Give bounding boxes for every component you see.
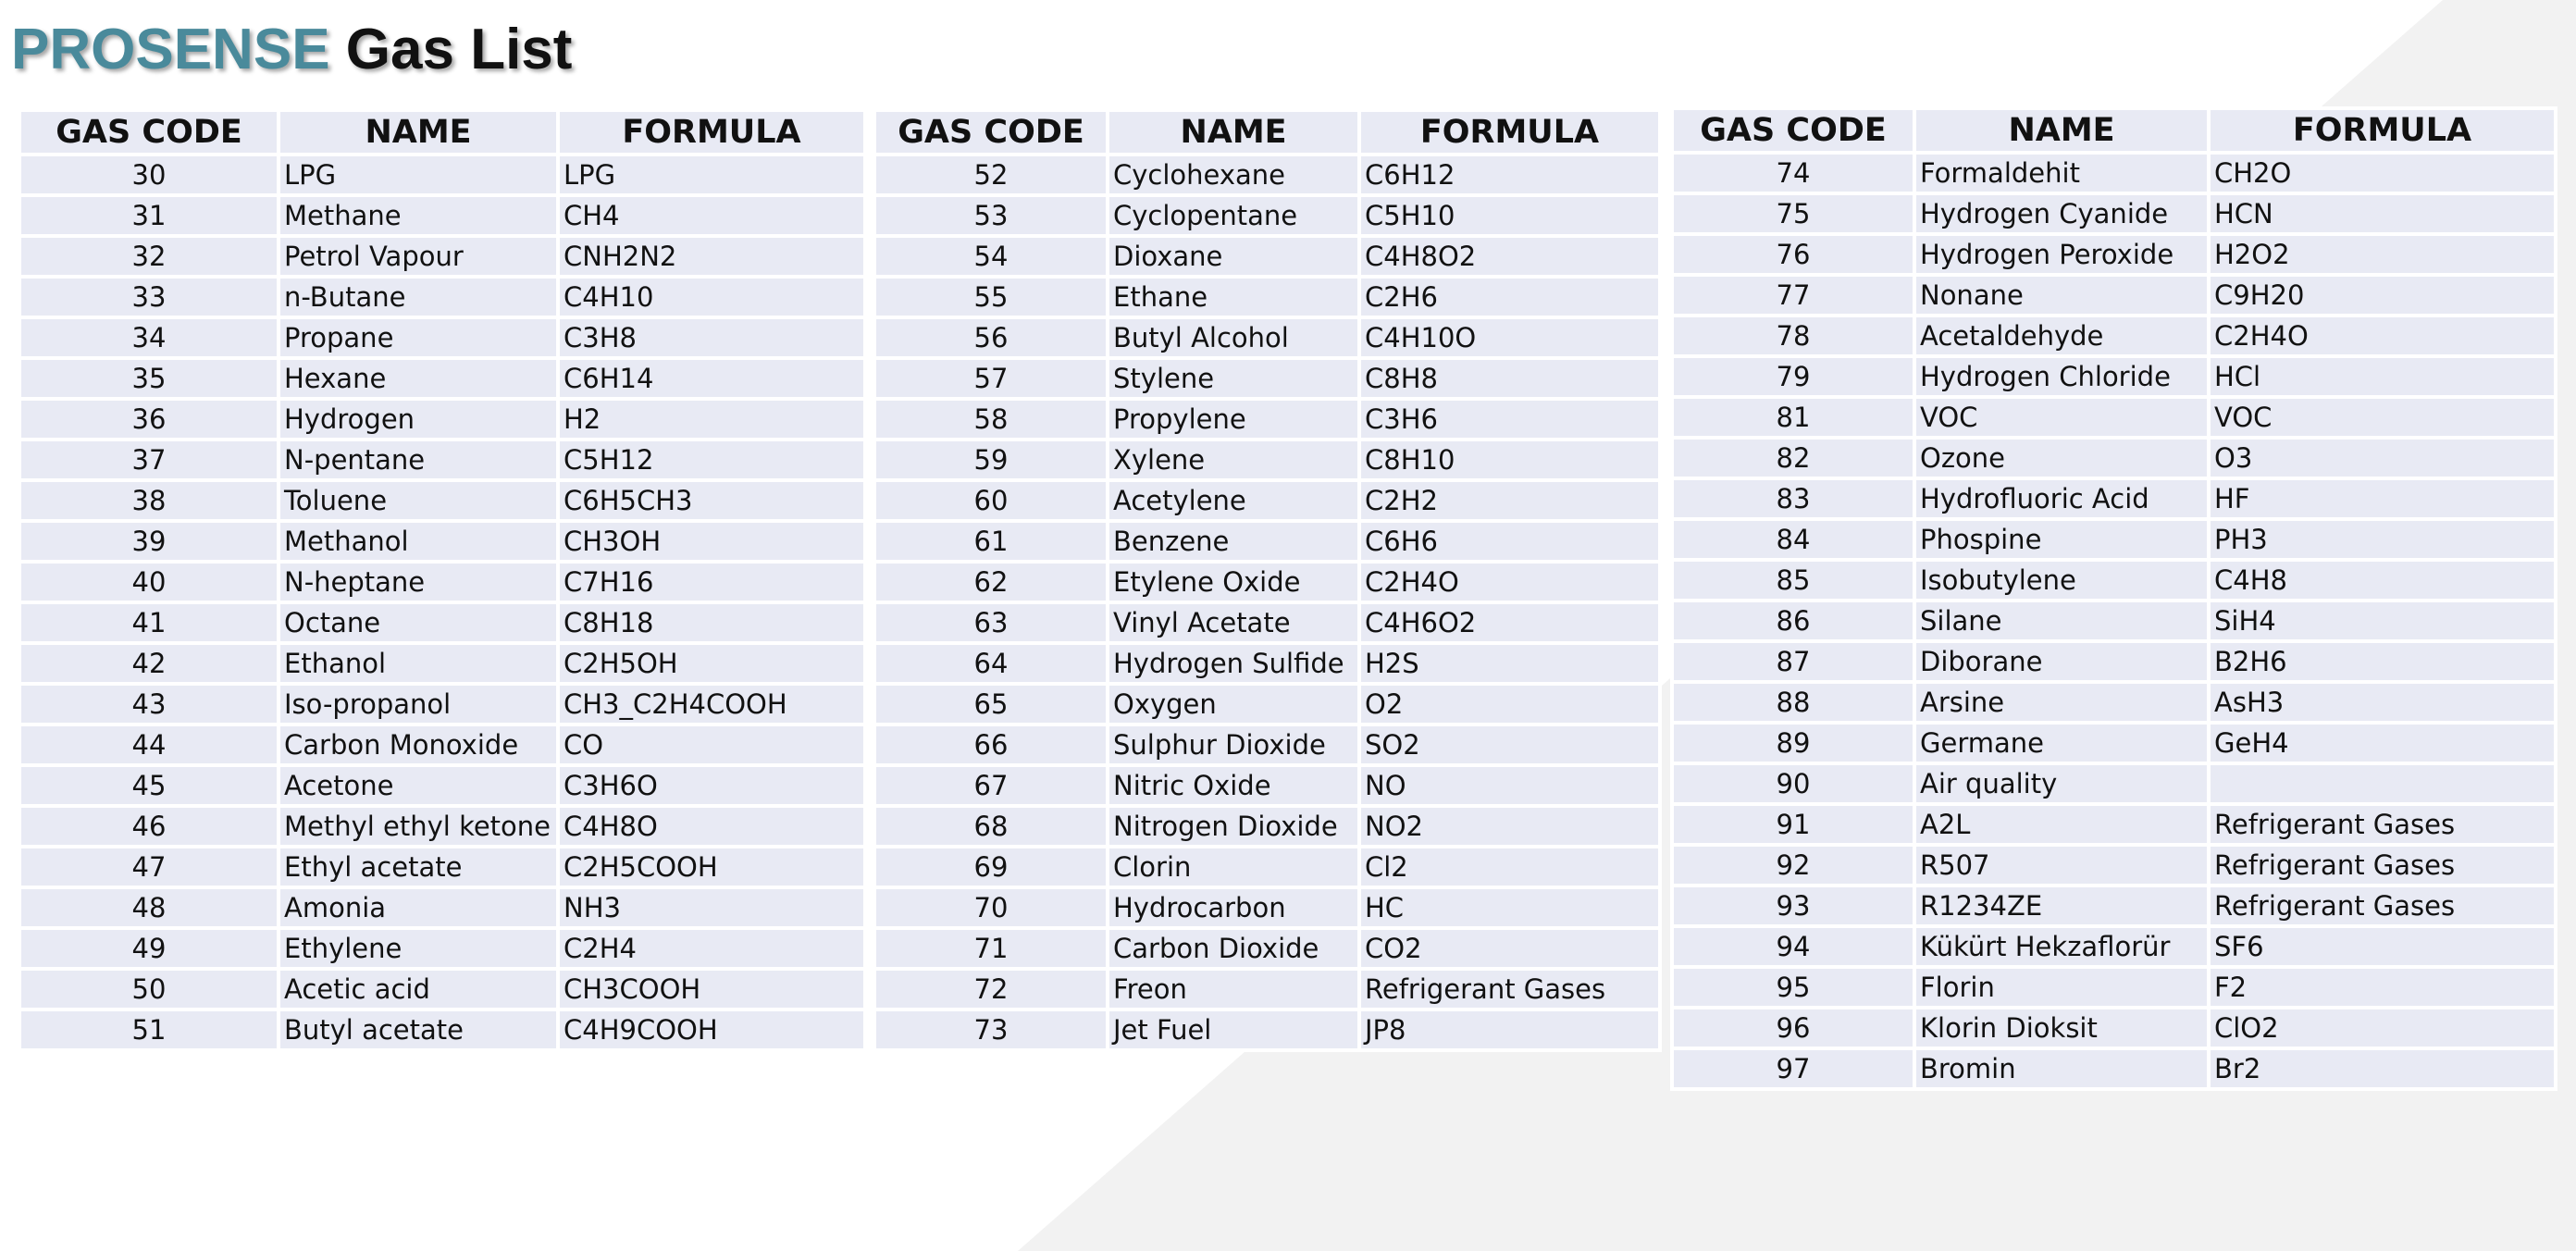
gas-code-cell: 43 bbox=[19, 684, 279, 725]
gas-formula-cell: C6H5CH3 bbox=[558, 480, 865, 521]
gas-code-cell: 68 bbox=[874, 806, 1108, 847]
gas-name-cell: VOC bbox=[1914, 397, 2209, 438]
header-formula: FORMULA bbox=[1359, 110, 1660, 155]
table-row bbox=[1672, 356, 2556, 397]
gas-code-cell: 79 bbox=[1672, 356, 1914, 397]
gas-name-cell: Formaldehit bbox=[1914, 153, 2209, 193]
gas-name-cell: Cyclopentane bbox=[1108, 195, 1359, 236]
gas-name-cell: Benzene bbox=[1108, 521, 1359, 562]
gas-code-cell: 36 bbox=[19, 399, 279, 440]
gas-code-cell: 65 bbox=[874, 684, 1108, 725]
table-row bbox=[19, 684, 865, 725]
gas-name-cell: Air quality bbox=[1914, 763, 2209, 804]
gas-formula-cell: C4H8O bbox=[558, 806, 865, 847]
gas-formula-cell: C2H4O bbox=[1359, 562, 1660, 602]
gas-name-cell: Arsine bbox=[1914, 682, 2209, 723]
table-row bbox=[19, 317, 865, 358]
header-gas-code: GAS CODE bbox=[874, 110, 1108, 155]
gas-name-cell: Carbon Dioxide bbox=[1108, 928, 1359, 969]
table-row bbox=[1672, 763, 2556, 804]
gas-formula-cell: C6H12 bbox=[1359, 155, 1660, 195]
gas-code-cell: 30 bbox=[19, 155, 279, 195]
table-row bbox=[1672, 641, 2556, 682]
gas-formula-cell: ClO2 bbox=[2209, 1008, 2556, 1048]
gas-name-cell: Ethylene bbox=[279, 928, 558, 969]
table-row bbox=[19, 277, 865, 317]
table-row bbox=[19, 806, 865, 847]
gas-name-cell: Propane bbox=[279, 317, 558, 358]
gas-formula-cell: C2H4O bbox=[2209, 316, 2556, 356]
gas-formula-cell: GeH4 bbox=[2209, 723, 2556, 763]
gas-formula-cell: NO2 bbox=[1359, 806, 1660, 847]
gas-name-cell: N-heptane bbox=[279, 562, 558, 602]
header-gas-code: GAS CODE bbox=[19, 110, 279, 155]
table-row bbox=[874, 195, 1660, 236]
table-row bbox=[1672, 804, 2556, 845]
table-row bbox=[874, 887, 1660, 928]
table-row bbox=[19, 440, 865, 480]
gas-code-cell: 40 bbox=[19, 562, 279, 602]
gas-formula-cell: CH2O bbox=[2209, 153, 2556, 193]
gas-code-cell: 50 bbox=[19, 969, 279, 1009]
gas-code-cell: 52 bbox=[874, 155, 1108, 195]
table-row bbox=[19, 399, 865, 440]
table-row bbox=[1672, 397, 2556, 438]
gas-formula-cell: CO2 bbox=[1359, 928, 1660, 969]
gas-name-cell: Iso-propanol bbox=[279, 684, 558, 725]
gas-code-cell: 44 bbox=[19, 725, 279, 765]
gas-code-cell: 57 bbox=[874, 358, 1108, 399]
table-row bbox=[1672, 845, 2556, 886]
gas-name-cell: Ethanol bbox=[279, 643, 558, 684]
table-row bbox=[19, 1009, 865, 1050]
gas-name-cell: Nitrogen Dioxide bbox=[1108, 806, 1359, 847]
gas-name-cell: Petrol Vapour bbox=[279, 236, 558, 277]
gas-code-cell: 90 bbox=[1672, 763, 1914, 804]
table-row bbox=[19, 236, 865, 277]
gas-name-cell: Ethane bbox=[1108, 277, 1359, 317]
gas-formula-cell: C4H6O2 bbox=[1359, 602, 1660, 643]
gas-formula-cell: C5H10 bbox=[1359, 195, 1660, 236]
gas-code-cell: 55 bbox=[874, 277, 1108, 317]
gas-name-cell: Jet Fuel bbox=[1108, 1009, 1359, 1050]
gas-formula-cell: CH3_C2H4COOH bbox=[558, 684, 865, 725]
gas-code-cell: 69 bbox=[874, 847, 1108, 887]
page-title bbox=[11, 13, 572, 87]
gas-name-cell: Xylene bbox=[1108, 440, 1359, 480]
table-row bbox=[874, 643, 1660, 684]
gas-formula-cell: Cl2 bbox=[1359, 847, 1660, 887]
gas-formula-cell: F2 bbox=[2209, 967, 2556, 1008]
table-row bbox=[1672, 438, 2556, 478]
gas-formula-cell: HCN bbox=[2209, 193, 2556, 234]
gas-name-cell: Nitric Oxide bbox=[1108, 765, 1359, 806]
gas-code-cell: 94 bbox=[1672, 926, 1914, 967]
table-row bbox=[1672, 886, 2556, 926]
gas-code-cell: 47 bbox=[19, 847, 279, 887]
gas-formula-cell: CH3COOH bbox=[558, 969, 865, 1009]
gas-name-cell: Toluene bbox=[279, 480, 558, 521]
gas-name-cell: Methane bbox=[279, 195, 558, 236]
gas-formula-cell: C7H16 bbox=[558, 562, 865, 602]
gas-code-cell: 32 bbox=[19, 236, 279, 277]
gas-formula-cell: B2H6 bbox=[2209, 641, 2556, 682]
gas-name-cell: Germane bbox=[1914, 723, 2209, 763]
gas-name-cell: A2L bbox=[1914, 804, 2209, 845]
table-row bbox=[1672, 967, 2556, 1008]
gas-code-cell: 92 bbox=[1672, 845, 1914, 886]
gas-code-cell: 91 bbox=[1672, 804, 1914, 845]
gas-code-cell: 33 bbox=[19, 277, 279, 317]
table-row bbox=[1672, 519, 2556, 560]
gas-formula-cell: Br2 bbox=[2209, 1048, 2556, 1089]
gas-formula-cell: C2H6 bbox=[1359, 277, 1660, 317]
table-row bbox=[1672, 153, 2556, 193]
gas-code-cell: 64 bbox=[874, 643, 1108, 684]
table-row bbox=[874, 358, 1660, 399]
table-row bbox=[1672, 1048, 2556, 1089]
gas-formula-cell: CH4 bbox=[558, 195, 865, 236]
gas-name-cell: Hydrogen Peroxide bbox=[1914, 234, 2209, 275]
gas-code-cell: 74 bbox=[1672, 153, 1914, 193]
gas-formula-cell: PH3 bbox=[2209, 519, 2556, 560]
gas-formula-cell: Refrigerant Gases bbox=[2209, 886, 2556, 926]
gas-code-cell: 62 bbox=[874, 562, 1108, 602]
table-row bbox=[19, 155, 865, 195]
gas-formula-cell: H2 bbox=[558, 399, 865, 440]
gas-name-cell: Clorin bbox=[1108, 847, 1359, 887]
gas-name-cell: Cyclohexane bbox=[1108, 155, 1359, 195]
table-row bbox=[19, 562, 865, 602]
table-row bbox=[874, 969, 1660, 1009]
gas-name-cell: Acetylene bbox=[1108, 480, 1359, 521]
gas-code-cell: 59 bbox=[874, 440, 1108, 480]
gas-code-cell: 45 bbox=[19, 765, 279, 806]
table-row bbox=[19, 480, 865, 521]
gas-code-cell: 51 bbox=[19, 1009, 279, 1050]
gas-code-cell: 95 bbox=[1672, 967, 1914, 1008]
gas-formula-cell: HC bbox=[1359, 887, 1660, 928]
table-row bbox=[874, 602, 1660, 643]
table-row bbox=[1672, 926, 2556, 967]
gas-code-cell: 31 bbox=[19, 195, 279, 236]
gas-code-cell: 34 bbox=[19, 317, 279, 358]
gas-name-cell: Bromin bbox=[1914, 1048, 2209, 1089]
table-row bbox=[874, 521, 1660, 562]
gas-name-cell: Florin bbox=[1914, 967, 2209, 1008]
gas-code-cell: 66 bbox=[874, 725, 1108, 765]
gas-name-cell: Stylene bbox=[1108, 358, 1359, 399]
gas-code-cell: 63 bbox=[874, 602, 1108, 643]
table-row bbox=[874, 317, 1660, 358]
gas-code-cell: 89 bbox=[1672, 723, 1914, 763]
gas-code-cell: 86 bbox=[1672, 601, 1914, 641]
gas-formula-cell bbox=[2209, 763, 2556, 804]
header-formula: FORMULA bbox=[2209, 108, 2556, 153]
gas-name-cell: Methyl ethyl ketone bbox=[279, 806, 558, 847]
gas-name-cell: Ozone bbox=[1914, 438, 2209, 478]
gas-formula-cell: C9H20 bbox=[2209, 275, 2556, 316]
gas-formula-cell: CH3OH bbox=[558, 521, 865, 562]
gas-name-cell: Oxygen bbox=[1108, 684, 1359, 725]
gas-name-cell: Freon bbox=[1108, 969, 1359, 1009]
gas-formula-cell: C4H10 bbox=[558, 277, 865, 317]
gas-formula-cell: Refrigerant Gases bbox=[2209, 845, 2556, 886]
gas-code-cell: 76 bbox=[1672, 234, 1914, 275]
table-row bbox=[19, 969, 865, 1009]
gas-name-cell: Ethyl acetate bbox=[279, 847, 558, 887]
gas-formula-cell: C3H6 bbox=[1359, 399, 1660, 440]
table-row bbox=[19, 195, 865, 236]
gas-code-cell: 72 bbox=[874, 969, 1108, 1009]
gas-formula-cell: NH3 bbox=[558, 887, 865, 928]
table-row bbox=[874, 399, 1660, 440]
table-row bbox=[1672, 560, 2556, 601]
table-row bbox=[1672, 682, 2556, 723]
gas-table-2 bbox=[873, 108, 1662, 1052]
gas-name-cell: Isobutylene bbox=[1914, 560, 2209, 601]
gas-formula-cell: C8H8 bbox=[1359, 358, 1660, 399]
gas-code-cell: 41 bbox=[19, 602, 279, 643]
table-row bbox=[19, 887, 865, 928]
gas-name-cell: Phospine bbox=[1914, 519, 2209, 560]
gas-table-1 bbox=[18, 108, 867, 1052]
gas-name-cell: Hydrogen Cyanide bbox=[1914, 193, 2209, 234]
gas-code-cell: 84 bbox=[1672, 519, 1914, 560]
gas-formula-cell: H2S bbox=[1359, 643, 1660, 684]
gas-name-cell: LPG bbox=[279, 155, 558, 195]
gas-name-cell: Dioxane bbox=[1108, 236, 1359, 277]
table-row bbox=[874, 236, 1660, 277]
gas-name-cell: Hexane bbox=[279, 358, 558, 399]
gas-code-cell: 46 bbox=[19, 806, 279, 847]
gas-formula-cell: CNH2N2 bbox=[558, 236, 865, 277]
table-row bbox=[1672, 193, 2556, 234]
gas-code-cell: 35 bbox=[19, 358, 279, 399]
table-row bbox=[874, 684, 1660, 725]
gas-code-cell: 71 bbox=[874, 928, 1108, 969]
table-row bbox=[874, 1009, 1660, 1050]
gas-name-cell: Sulphur Dioxide bbox=[1108, 725, 1359, 765]
table-row bbox=[19, 358, 865, 399]
gas-name-cell: Hydrocarbon bbox=[1108, 887, 1359, 928]
gas-formula-cell: SiH4 bbox=[2209, 601, 2556, 641]
gas-name-cell: Nonane bbox=[1914, 275, 2209, 316]
gas-code-cell: 87 bbox=[1672, 641, 1914, 682]
gas-name-cell: Octane bbox=[279, 602, 558, 643]
gas-formula-cell: C8H18 bbox=[558, 602, 865, 643]
gas-formula-cell: C5H12 bbox=[558, 440, 865, 480]
gas-formula-cell: C4H9COOH bbox=[558, 1009, 865, 1050]
gas-name-cell: Butyl acetate bbox=[279, 1009, 558, 1050]
header-formula: FORMULA bbox=[558, 110, 865, 155]
table-row bbox=[874, 847, 1660, 887]
gas-name-cell: Klorin Dioksit bbox=[1914, 1008, 2209, 1048]
gas-code-cell: 77 bbox=[1672, 275, 1914, 316]
gas-code-cell: 67 bbox=[874, 765, 1108, 806]
gas-formula-cell: C2H5OH bbox=[558, 643, 865, 684]
gas-code-cell: 54 bbox=[874, 236, 1108, 277]
table-row bbox=[19, 643, 865, 684]
table-row bbox=[19, 725, 865, 765]
gas-code-cell: 38 bbox=[19, 480, 279, 521]
gas-name-cell: Carbon Monoxide bbox=[279, 725, 558, 765]
table-row bbox=[874, 725, 1660, 765]
gas-code-cell: 37 bbox=[19, 440, 279, 480]
table-row bbox=[874, 480, 1660, 521]
gas-name-cell: Kükürt Hekzaflorür bbox=[1914, 926, 2209, 967]
gas-name-cell: n-Butane bbox=[279, 277, 558, 317]
gas-code-cell: 49 bbox=[19, 928, 279, 969]
table-row bbox=[874, 155, 1660, 195]
table-row bbox=[19, 847, 865, 887]
gas-formula-cell: HF bbox=[2209, 478, 2556, 519]
table-row bbox=[19, 521, 865, 562]
gas-name-cell: Butyl Alcohol bbox=[1108, 317, 1359, 358]
gas-formula-cell: SO2 bbox=[1359, 725, 1660, 765]
gas-formula-cell: C4H8 bbox=[2209, 560, 2556, 601]
table-row bbox=[19, 928, 865, 969]
table-row bbox=[874, 806, 1660, 847]
gas-code-cell: 88 bbox=[1672, 682, 1914, 723]
gas-formula-cell: O3 bbox=[2209, 438, 2556, 478]
table-row bbox=[19, 602, 865, 643]
gas-formula-cell: C3H6O bbox=[558, 765, 865, 806]
gas-code-cell: 53 bbox=[874, 195, 1108, 236]
title-text: Gas List bbox=[345, 18, 573, 81]
gas-formula-cell: C4H10O bbox=[1359, 317, 1660, 358]
gas-code-cell: 58 bbox=[874, 399, 1108, 440]
gas-name-cell: Silane bbox=[1914, 601, 2209, 641]
gas-formula-cell: C2H4 bbox=[558, 928, 865, 969]
gas-name-cell: Acetone bbox=[279, 765, 558, 806]
table-row bbox=[1672, 234, 2556, 275]
gas-name-cell: R1234ZE bbox=[1914, 886, 2209, 926]
gas-code-cell: 85 bbox=[1672, 560, 1914, 601]
gas-name-cell: Hydrogen bbox=[279, 399, 558, 440]
gas-formula-cell: HCl bbox=[2209, 356, 2556, 397]
gas-name-cell: Propylene bbox=[1108, 399, 1359, 440]
gas-code-cell: 73 bbox=[874, 1009, 1108, 1050]
gas-code-cell: 82 bbox=[1672, 438, 1914, 478]
gas-name-cell: Etylene Oxide bbox=[1108, 562, 1359, 602]
gas-code-cell: 39 bbox=[19, 521, 279, 562]
gas-code-cell: 56 bbox=[874, 317, 1108, 358]
gas-code-cell: 75 bbox=[1672, 193, 1914, 234]
gas-code-cell: 48 bbox=[19, 887, 279, 928]
table-row bbox=[1672, 723, 2556, 763]
table-row bbox=[19, 765, 865, 806]
gas-name-cell: Acetic acid bbox=[279, 969, 558, 1009]
gas-formula-cell: AsH3 bbox=[2209, 682, 2556, 723]
gas-formula-cell: C6H6 bbox=[1359, 521, 1660, 562]
gas-code-cell: 81 bbox=[1672, 397, 1914, 438]
gas-name-cell: Hydrogen Chloride bbox=[1914, 356, 2209, 397]
gas-code-cell: 93 bbox=[1672, 886, 1914, 926]
gas-name-cell: R507 bbox=[1914, 845, 2209, 886]
gas-formula-cell: JP8 bbox=[1359, 1009, 1660, 1050]
gas-code-cell: 60 bbox=[874, 480, 1108, 521]
gas-name-cell: Amonia bbox=[279, 887, 558, 928]
gas-table-3 bbox=[1670, 106, 2557, 1091]
table-row bbox=[874, 928, 1660, 969]
gas-formula-cell: H2O2 bbox=[2209, 234, 2556, 275]
table-row bbox=[874, 562, 1660, 602]
gas-formula-cell: CO bbox=[558, 725, 865, 765]
table-row bbox=[1672, 601, 2556, 641]
gas-code-cell: 96 bbox=[1672, 1008, 1914, 1048]
header-name: NAME bbox=[279, 110, 558, 155]
brand-name: PROSENSE bbox=[11, 18, 330, 81]
gas-name-cell: Hydrogen Sulfide bbox=[1108, 643, 1359, 684]
header-gas-code: GAS CODE bbox=[1672, 108, 1914, 153]
gas-formula-cell: SF6 bbox=[2209, 926, 2556, 967]
table-row bbox=[874, 440, 1660, 480]
gas-code-cell: 97 bbox=[1672, 1048, 1914, 1089]
gas-formula-cell: C8H10 bbox=[1359, 440, 1660, 480]
gas-name-cell: Acetaldehyde bbox=[1914, 316, 2209, 356]
gas-formula-cell: C4H8O2 bbox=[1359, 236, 1660, 277]
gas-name-cell: Methanol bbox=[279, 521, 558, 562]
table-row bbox=[874, 277, 1660, 317]
gas-formula-cell: Refrigerant Gases bbox=[1359, 969, 1660, 1009]
gas-formula-cell: Refrigerant Gases bbox=[2209, 804, 2556, 845]
header-name: NAME bbox=[1914, 108, 2209, 153]
gas-formula-cell: C3H8 bbox=[558, 317, 865, 358]
table-row bbox=[1672, 1008, 2556, 1048]
gas-code-cell: 61 bbox=[874, 521, 1108, 562]
gas-name-cell: N-pentane bbox=[279, 440, 558, 480]
gas-code-cell: 70 bbox=[874, 887, 1108, 928]
table-row bbox=[1672, 316, 2556, 356]
gas-code-cell: 78 bbox=[1672, 316, 1914, 356]
gas-formula-cell: NO bbox=[1359, 765, 1660, 806]
table-row bbox=[1672, 478, 2556, 519]
gas-name-cell: Diborane bbox=[1914, 641, 2209, 682]
gas-formula-cell: C6H14 bbox=[558, 358, 865, 399]
gas-formula-cell: O2 bbox=[1359, 684, 1660, 725]
gas-code-cell: 83 bbox=[1672, 478, 1914, 519]
gas-name-cell: Hydrofluoric Acid bbox=[1914, 478, 2209, 519]
gas-formula-cell: VOC bbox=[2209, 397, 2556, 438]
gas-formula-cell: C2H2 bbox=[1359, 480, 1660, 521]
gas-name-cell: Vinyl Acetate bbox=[1108, 602, 1359, 643]
gas-formula-cell: LPG bbox=[558, 155, 865, 195]
table-row bbox=[874, 765, 1660, 806]
gas-code-cell: 42 bbox=[19, 643, 279, 684]
gas-formula-cell: C2H5COOH bbox=[558, 847, 865, 887]
header-name: NAME bbox=[1108, 110, 1359, 155]
table-row bbox=[1672, 275, 2556, 316]
